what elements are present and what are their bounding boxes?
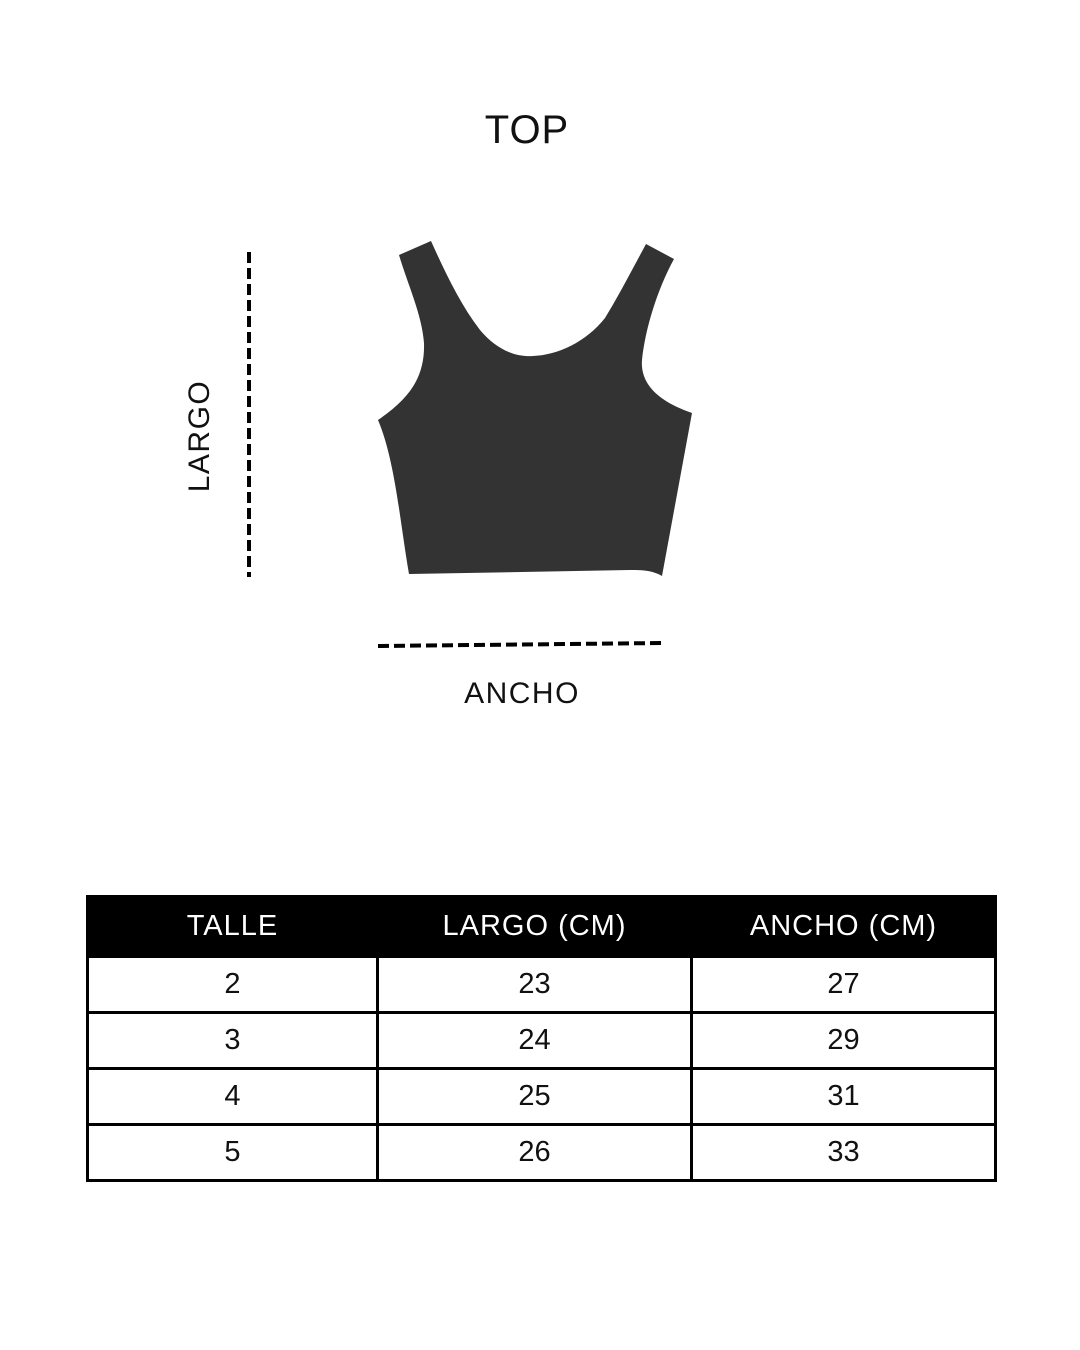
table-row [88, 957, 996, 1013]
crop-top-icon [378, 241, 692, 576]
page-title: TOP [484, 108, 570, 152]
header-ancho: ANCHO (CM) [692, 897, 996, 957]
size-table [86, 895, 997, 1182]
header-talle: TALLE [88, 897, 378, 957]
width-dashed-line [378, 643, 663, 646]
table-row [88, 1013, 996, 1069]
cell-talle: 4 [88, 1069, 378, 1125]
table-header-row [88, 897, 996, 957]
cell-talle: 5 [88, 1125, 378, 1181]
cell-ancho: 33 [692, 1125, 996, 1181]
cell-largo: 23 [378, 957, 692, 1013]
cell-largo: 26 [378, 1125, 692, 1181]
cell-ancho: 31 [692, 1069, 996, 1125]
width-label: ANCHO [464, 677, 580, 710]
length-label: LARGO [183, 379, 216, 493]
cell-largo: 24 [378, 1013, 692, 1069]
table-row [88, 1125, 996, 1181]
table-row [88, 1069, 996, 1125]
header-largo: LARGO (CM) [378, 897, 692, 957]
cell-talle: 2 [88, 957, 378, 1013]
cell-ancho: 27 [692, 957, 996, 1013]
cell-talle: 3 [88, 1013, 378, 1069]
cell-ancho: 29 [692, 1013, 996, 1069]
cell-largo: 25 [378, 1069, 692, 1125]
